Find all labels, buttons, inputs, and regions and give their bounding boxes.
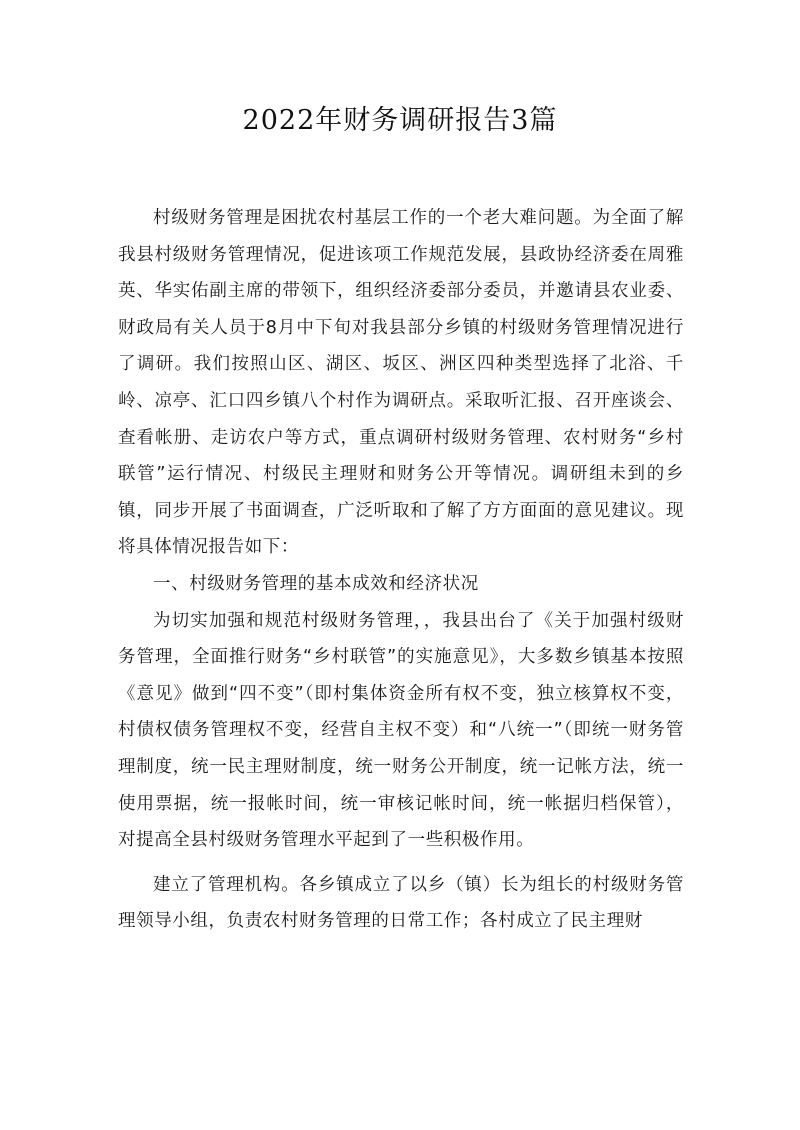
paragraph-organization: 建立了管理机构。各乡镇成立了以乡（镇）长为组长的村级财务管理领导小组，负责农村财务管理的日常工作；各村成立了民主理财 <box>118 874 684 932</box>
document-title: 2022年财务调研报告3篇 <box>242 105 558 136</box>
section-heading: 一、村级财务管理的基本成效和经济状况 <box>153 573 479 594</box>
document-body <box>118 200 684 940</box>
paragraph-policy: 为切实加强和规范村级财务管理，，我县出台了《关于加强村级财务管理，全面推行财务“乡村联管”的实施意见》，大多数乡镇基本按照《意见》做到“四不变”（即村集体资金所有权不变，独立核算权不变，村债权债务管理权不变，经营自主权不变）和“八统一”（即统一财务管理制度，统一民主理财制度，统一财务公开制度，统一记帐方法，统一使用票据，统一报帐时间，统一审核记帐时间，统一帐据归档保管），对提高全县村级财务管理水平起到了一些积极作用。 <box>118 610 684 851</box>
paragraph-intro: 村级财务管理是困扰农村基层工作的一个老大难问题。为全面了解我县村级财务管理情况，促进该项工作规范发展，县政协经济委在周雅英、华实佑副主席的带领下，组织经济委部分委员，并邀请县农业委、财政局有关人员于8月中下旬对我县部分乡镇的村级财务管理情况进行了调研。我们按照山区、湖区、坂区、洲区四种类型选择了北浴、千岭、凉亭、汇口四乡镇八个村作为调研点。采取听汇报、召开座谈会、查看帐册、走访农户等方式，重点调研村级财务管理、农村财务“乡村联管”运行情况、村级民主理财和财务公开等情况。调研组未到的乡镇，同步开展了书面调查，广泛听取和了解了方方面面的意见建议。现将具体情况报告如下： <box>118 208 684 558</box>
